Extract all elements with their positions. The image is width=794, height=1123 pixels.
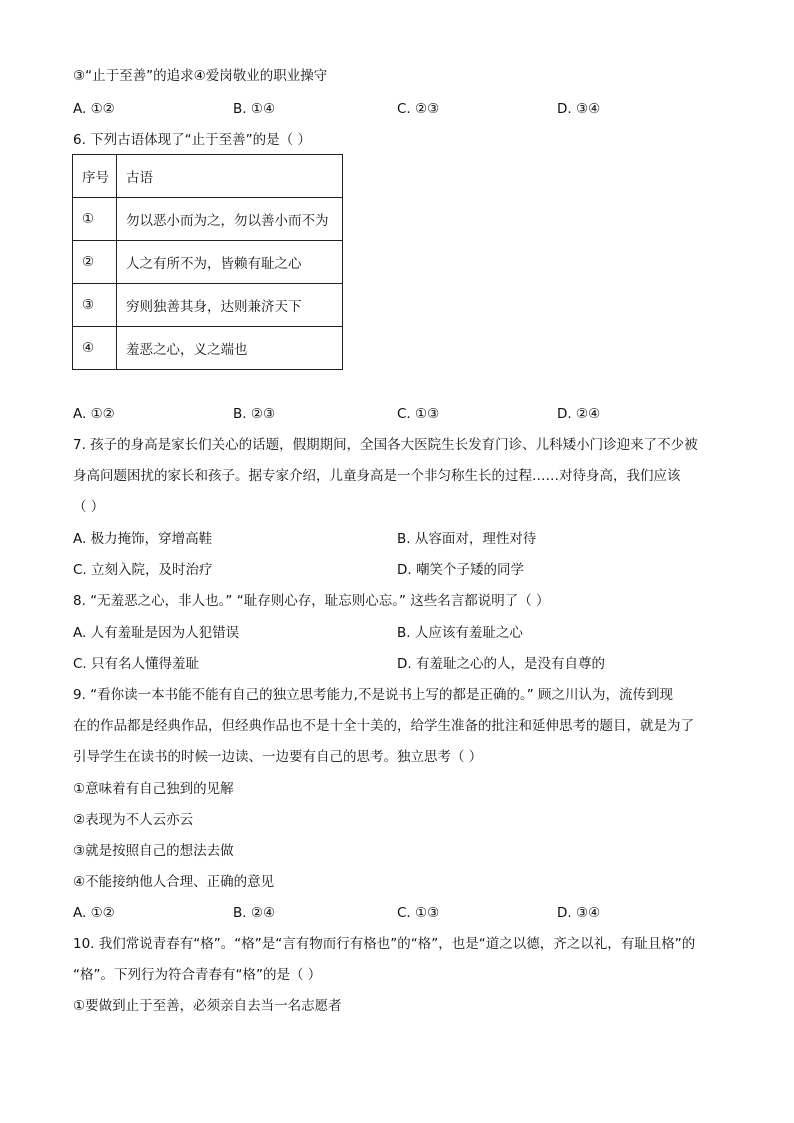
q8-option-a[interactable]: A. 人有羞耻是因为人犯错误: [73, 625, 240, 641]
q9-item: ②表现为不人云亦云: [73, 812, 194, 828]
table-row: [73, 198, 343, 241]
table-cell-quote: 羞恶之心，义之端也: [117, 327, 343, 370]
q9-item: ①意味着有自己独到的见解: [73, 781, 234, 797]
q5-option-c[interactable]: C. ②③: [397, 101, 440, 117]
q9-stem-line-3: 引导学生在读书的时候一边读、一边要有自己的思考。独立思考（ ）: [73, 749, 483, 765]
q10-stem-line-1: 10. 我们常说青春有“格”。“格”是“言有物而行有格也”的“格”，也是“道之以德，齐之以礼，有耻且格”的: [73, 936, 696, 952]
q6-option-a[interactable]: A. ①②: [73, 406, 115, 422]
table-cell-index: ②: [73, 241, 117, 284]
table-row: [73, 284, 343, 327]
q9-item: ③就是按照自己的想法去做: [73, 843, 234, 859]
q8-stem: 8. “无羞恶之心，非人也。” “耻存则心存，耻忘则心忘。” 这些名言都说明了（ ）: [73, 593, 550, 609]
table-cell-index: ④: [73, 327, 117, 370]
q7-option-d[interactable]: D. 嘲笑个子矮的同学: [397, 562, 524, 578]
q10-item: ①要做到止于至善，必须亲自去当一名志愿者: [73, 998, 342, 1014]
q10-stem-line-2: “格”。下列行为符合青春有“格”的是（ ）: [73, 967, 322, 983]
table-header-quote: 古语: [117, 155, 343, 198]
q6-option-d[interactable]: D. ②④: [557, 406, 601, 422]
q8-option-d[interactable]: D. 有羞耻之心的人，是没有自尊的: [397, 656, 605, 672]
q6-quote-table: [72, 154, 343, 370]
q6-option-b[interactable]: B. ②③: [233, 406, 276, 422]
q9-option-c[interactable]: C. ①③: [397, 905, 440, 921]
table-cell-index: ①: [73, 198, 117, 241]
q9-stem-line-2: 在的作品都是经典作品，但经典作品也不是十全十美的，给学生准备的批注和延伸思考的题目，就是为了: [73, 718, 694, 734]
table-header-row: [73, 155, 343, 198]
q6-option-c[interactable]: C. ①③: [397, 406, 440, 422]
q8-option-c[interactable]: C. 只有名人懂得羞耻: [73, 656, 200, 672]
table-cell-quote: 人之有所不为，皆赖有耻之心: [117, 241, 343, 284]
table-row: [73, 241, 343, 284]
q5-option-d[interactable]: D. ③④: [557, 101, 601, 117]
table-row: [73, 327, 343, 370]
q7-stem-line-3: （ ）: [73, 499, 105, 515]
q9-item: ④不能接纳他人合理、正确的意见: [73, 874, 275, 890]
q7-stem-line-1: 7. 孩子的身高是家长们关心的话题，假期期间，全国各大医院生长发育门诊、儿科矮小门诊迎来了不少被: [73, 437, 698, 453]
q5-item-line: ③“止于至善”的追求④爱岗敬业的职业操守: [73, 68, 328, 84]
q7-option-c[interactable]: C. 立刻入院，及时治疗: [73, 562, 213, 578]
table-cell-index: ③: [73, 284, 117, 327]
table-header-index: 序号: [73, 155, 117, 198]
q6-stem: 6. 下列古语体现了“止于至善”的是（ ）: [73, 132, 311, 148]
q9-option-d[interactable]: D. ③④: [557, 905, 601, 921]
q7-stem-line-2: 身高问题困扰的家长和孩子。据专家介绍，儿童身高是一个非匀称生长的过程……对待身高，我们应该: [73, 468, 681, 484]
q7-option-a[interactable]: A. 极力掩饰，穿增高鞋: [73, 531, 213, 547]
q9-option-a[interactable]: A. ①②: [73, 905, 115, 921]
q8-option-b[interactable]: B. 人应该有羞耻之心: [397, 625, 523, 641]
q5-option-a[interactable]: A. ①②: [73, 101, 115, 117]
table-cell-quote: 勿以恶小而为之，勿以善小而不为: [117, 198, 343, 241]
table-cell-quote: 穷则独善其身，达则兼济天下: [117, 284, 343, 327]
q5-option-b[interactable]: B. ①④: [233, 101, 276, 117]
q7-option-b[interactable]: B. 从容面对，理性对待: [397, 531, 537, 547]
q9-option-b[interactable]: B. ②④: [233, 905, 276, 921]
q9-stem-line-1: 9. “看你读一本书能不能有自己的独立思考能力,不是说书上写的都是正确的。” 顾之川认为，流传到现: [73, 687, 673, 703]
